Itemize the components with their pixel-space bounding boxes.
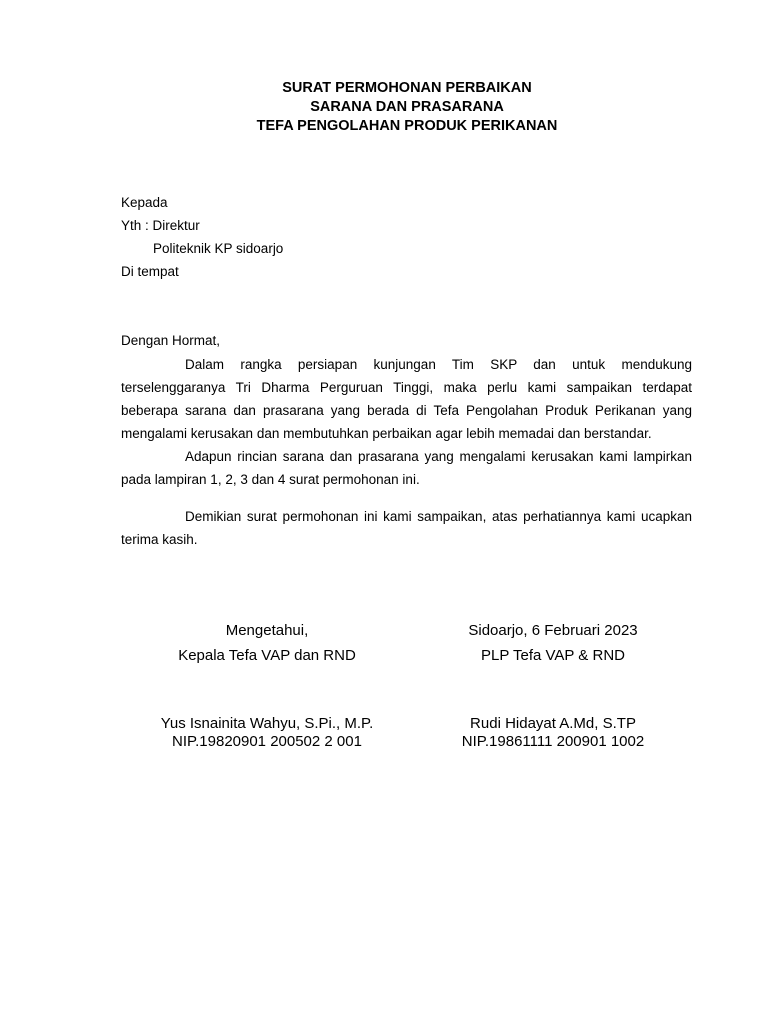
- title-line-2: SARANA DAN PRASARANA: [310, 99, 504, 115]
- body-paragraph-3: Demikian surat permohonan ini kami sampaikan, atas perhatiannya kami ucapkan terima kasih.: [121, 509, 692, 547]
- signature-right: [426, 622, 680, 751]
- letter-closing: [121, 505, 692, 551]
- letter-body: [121, 353, 692, 491]
- signature-left-heading: Mengetahui,: [225, 622, 309, 639]
- address-yth: Yth : Direktur: [121, 218, 200, 233]
- address-di-tempat: Di tempat: [121, 264, 179, 279]
- address-institution: Politeknik KP sidoarjo: [153, 241, 284, 256]
- signature-left-role: Kepala Tefa VAP dan RND: [178, 647, 356, 664]
- signature-right-role: PLP Tefa VAP & RND: [481, 647, 625, 664]
- signature-right-heading: Sidoarjo, 6 Februari 2023: [468, 622, 638, 639]
- letter-title: [0, 79, 768, 136]
- signature-left-nip: NIP.19820901 200502 2 001: [172, 733, 362, 750]
- signature-right-name: Rudi Hidayat A.Md, S.TP: [470, 715, 636, 732]
- salutation: Dengan Hormat,: [121, 333, 221, 348]
- body-paragraph-2: Adapun rincian sarana dan prasarana yang mengalami kerusakan kami lampirkan pada lampiran 1, 2, 3 dan 4 surat permohonan ini.: [121, 449, 692, 487]
- body-paragraph-1: Dalam rangka persiapan kunjungan Tim SKP dan untuk mendukung terselenggaranya Tri Dharma Perguruan Tinggi, maka perlu kami sampaikan terdapat beberapa sarana dan prasarana yang berada di Tefa Pengolahan Produk Perikanan yang mengalami kerusakan dan membutuhkan perbaikan agar lebih memadai dan berstandar.: [121, 357, 692, 441]
- signature-right-nip: NIP.19861111 200901 1002: [461, 733, 645, 750]
- title-line-3: TEFA PENGOLAHAN PRODUK PERIKANAN: [256, 118, 558, 134]
- signature-left-name: Yus Isnainita Wahyu, S.Pi., M.P.: [160, 715, 374, 732]
- signature-left: [140, 622, 394, 751]
- title-line-1: SURAT PERMOHONAN PERBAIKAN: [282, 80, 532, 96]
- address-kepada: Kepada: [121, 195, 168, 210]
